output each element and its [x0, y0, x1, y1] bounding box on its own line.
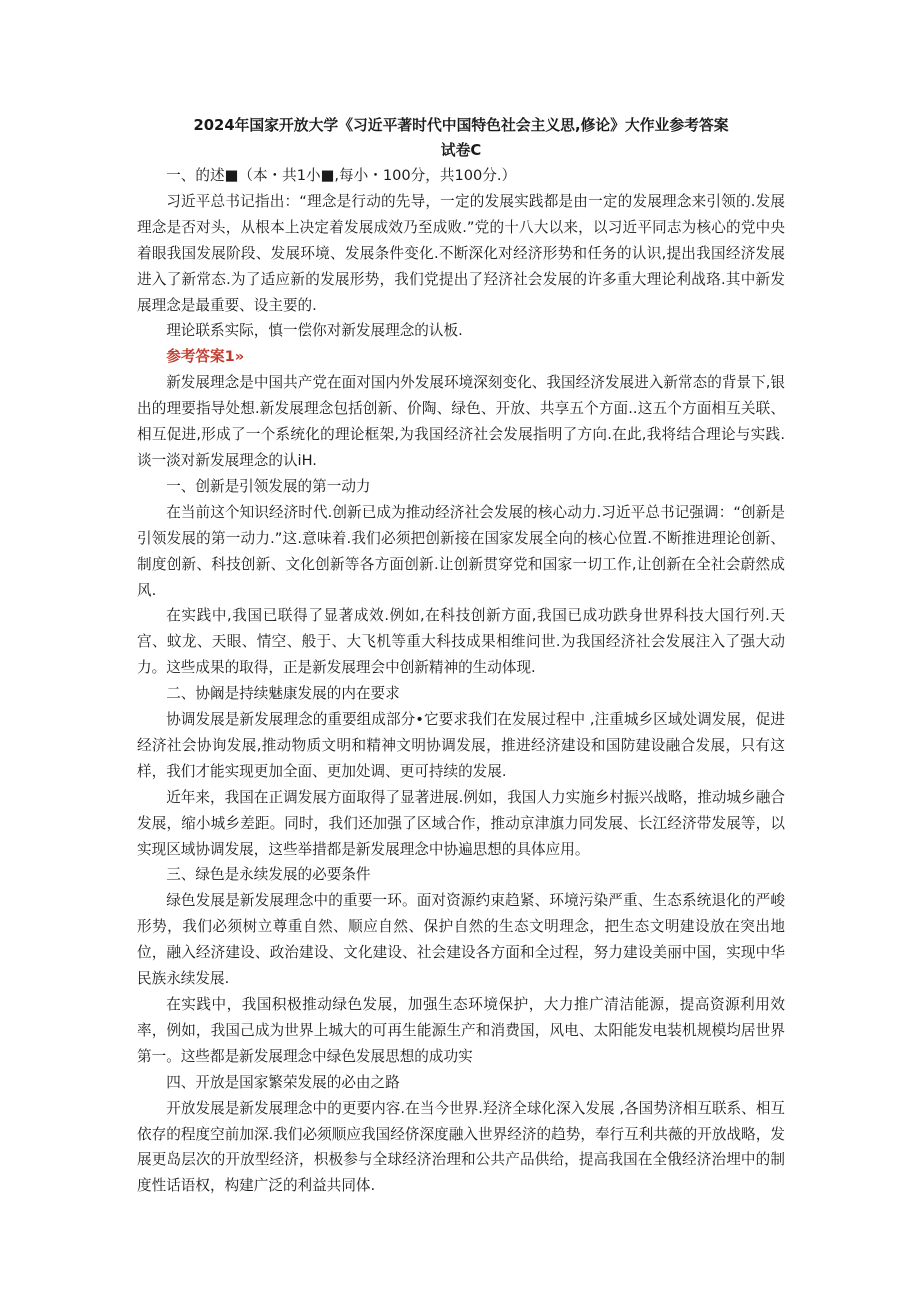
section-paragraph: 绿色发展是新发展理念中的重要一环。面对资源约束趋紧、环境污染严重、生态系统退化的严峻形势，我们必须树立尊重自然、顺应自然、保护自然的生态文明理念，把生态文明建设放在突出地位，融入经济建设、政治建设、文化建设、社会建设各方面和全过程，努力建设美丽中国，实现中华民族永续发展.	[137, 892, 785, 988]
section-heading: 四、开放是国家繁荣发展的必由之路	[166, 1073, 400, 1091]
section-paragraph: 在当前这个知识经济时代.创新已成为推动经济社会发展的核心动力.习近平总书记强调：“创新是引领发展的第一动力.”这.意味着.我们必须把创新接在国家发展全向的核心位置.不断推进理论创新、制度创新、科技创新、文化创新等各方面创新.让创新贯穿党和国家一切工作,让创新在全社会蔚然成风.	[137, 503, 785, 599]
question-header: 一、的述■（本・共1小■,每小・100分，共100分.）	[166, 167, 517, 184]
section-paragraph: 在实践中,我国已联得了显著成效.例如,在科技创新方面,我国已成功跌身世界科技大国行列.天宫、蚊龙、天眼、情空、般于、大飞机等重大科技成果相维问世.为我国经济社会发展注入了强大动力。这些成果的取得，正是新发展理会中创新精神的生动体现.	[137, 607, 785, 677]
answer-label-line	[137, 344, 785, 370]
document-content	[137, 113, 785, 1199]
question-paragraph: 理论联系实际，慎一偿你对新发展理念的认板.	[166, 322, 463, 340]
section-heading: 三、绿色是永续发展的必要条件	[166, 866, 371, 884]
section-paragraph: 协调发展是新发展理念的重要组成部分•它要求我们在发展过程中 ,注重城乡区域处调发展，促进经济社会协询发展,推动物质文明和精神文明协调发展，推进经济建设和国防建设融合发展，只有这样，我们才能实现更加全面、更加处调、更可持续的发展.	[137, 711, 785, 780]
section-heading: 一、创新是引领发展的第一动力	[166, 477, 371, 495]
answer-intro: 新发展理念是中国共产党在面对国内外发展环境深刻变化、我国经济发展进入新常态的背景下,银出的理要指导处想.新发展理念包括创新、价陶、绿色、开放、共享五个方面..这五个方面相互关联、相互促进,形成了一个系统化的理论框架,为我国经济社会发展指明了方向.在此,我将结合理论与实践.谈一淡对新发展理念的认iH.	[137, 374, 785, 469]
answer-label: 参考答案1»	[166, 348, 245, 366]
exam-paper-label: 试卷C	[440, 142, 482, 159]
question-paragraph: 习近平总书记指出：“理念是行动的先导，一定的发展实践都是由一定的发展理念来引领的.发展理念是否对头，从根本上决定着发展成效乃至成败.”党的十八大以来，以习近平同志为核心的党中央着眼我国发展阶段、发展环境、发展条件变化.不断深化对经济形势和任务的认识,提出我国经济发展进入了新常态.为了适应新的发展形势，我们党提出了羟济社会发展的许多重大理论利战珞.其中新发展理念是最重要、设主要的.	[137, 192, 785, 314]
section-paragraph: 开放发展是新发展理念中的更要内容.在当今世界.羟济全球化深入发展 ,各国势济相互联系、相互依存的程度空前加深.我们必须顺应我国经侪深度融入世界经济的趋势，奉行互利共薇的开放战略，发展更岛层次的开放型经济，枳极参与全球经济治理和公共产品供给，提高我国在全俄经济治埋中的制度性话语权，构建广泛的利益共同体.	[137, 1099, 785, 1195]
section-paragraph: 在实践中，我国积极推动绿色发展，加强生态环境保护，大力推广清洁能源，提高资源利用效率，例如，我国己成为世界上城大的可再生能源生产和消费国，风电、太阳能发电装机规模均居世界第一。这些都是新发展理念中绿色发展思想的成功实	[137, 996, 785, 1065]
section-heading: 二、协阚是持续魅康发展的内在要求	[166, 685, 400, 703]
section-paragraph: 近年来，我国在正调发展方面取得了显著进展.例如，我国人力实施乡村振兴战略，推动城乡融合发展，缩小城乡差距。同时，我们还加强了区域合作，推动京津旗力同发展、长江经济带发展等，以实现区域协调发展，这些举措都是新发展理念中协遍思想的具体应用。	[137, 788, 785, 858]
document-title: 2024年国家开放大学《习近平著时代中国特色社会主义思,修论》大作业参考答案	[193, 117, 729, 134]
